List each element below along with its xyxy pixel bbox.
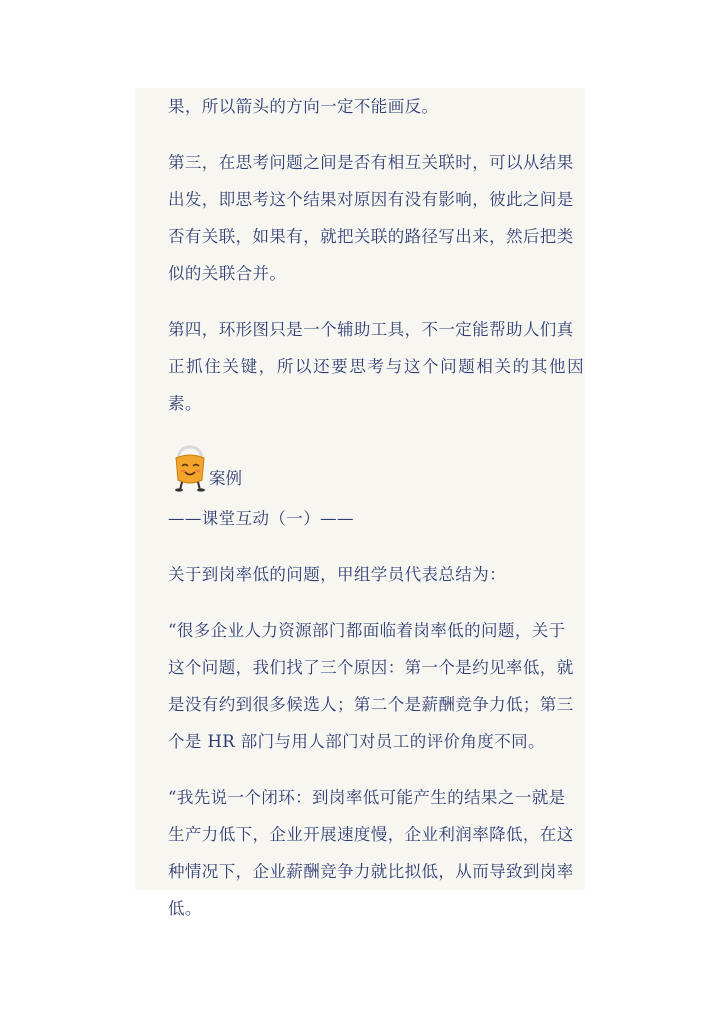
case-label: 案例	[209, 469, 242, 488]
paragraph-continuation	[168, 88, 584, 125]
text-line: 种情况下，企业薪酬竞争力就比拟低，从而导致到岗率	[168, 862, 574, 881]
case-heading	[168, 444, 584, 500]
text-line: 第三，在思考问题之间是否有相互关联时，可以从结果	[168, 153, 574, 172]
text-line: 这个问题，我们找了三个原因：第一个是约见率低，就	[168, 658, 574, 677]
paragraph-intro	[168, 556, 584, 593]
text-line: “很多企业人力资源部门都面临着岗率低的问题，关于	[168, 621, 566, 640]
paragraph-fourth-point	[168, 311, 584, 422]
cartoon-mascot-icon	[168, 444, 212, 492]
paragraph-quote-one	[168, 612, 584, 760]
text-line: 出发，即思考这个结果对原因有没有影响，彼此之间是	[168, 190, 574, 209]
case-subtitle: ——课堂互动（一）——	[168, 509, 354, 528]
text-line: 关于到岗率低的问题，甲组学员代表总结为：	[168, 565, 506, 584]
text-line: 否有关联，如果有，就把关联的路径写出来，然后把类	[168, 227, 574, 246]
text-line: 低。	[168, 899, 202, 918]
text-line: 果，所以箭头的方向一定不能画反。	[168, 97, 439, 116]
paragraph-quote-two	[168, 779, 584, 927]
text-line: 是没有约到很多候选人；第二个是薪酬竞争力低；第三	[168, 695, 574, 714]
text-line: 似的关联合并。	[168, 264, 287, 283]
text-line: 生产力低下，企业开展速度慢，企业利润率降低，在这	[168, 825, 574, 844]
paragraph-third-point	[168, 144, 584, 292]
text-line: 第四，环形图只是一个辅助工具，不一定能帮助人们真	[168, 320, 574, 339]
document-content	[168, 88, 584, 927]
text-line: 正抓住关键，所以还要思考与这个问题相关的其他因素。	[168, 357, 584, 413]
text-line: “我先说一个闭环：到岗率低可能产生的结果之一就是	[168, 788, 566, 807]
text-line: 个是 HR 部门与用人部门对员工的评价角度不同。	[168, 732, 545, 751]
